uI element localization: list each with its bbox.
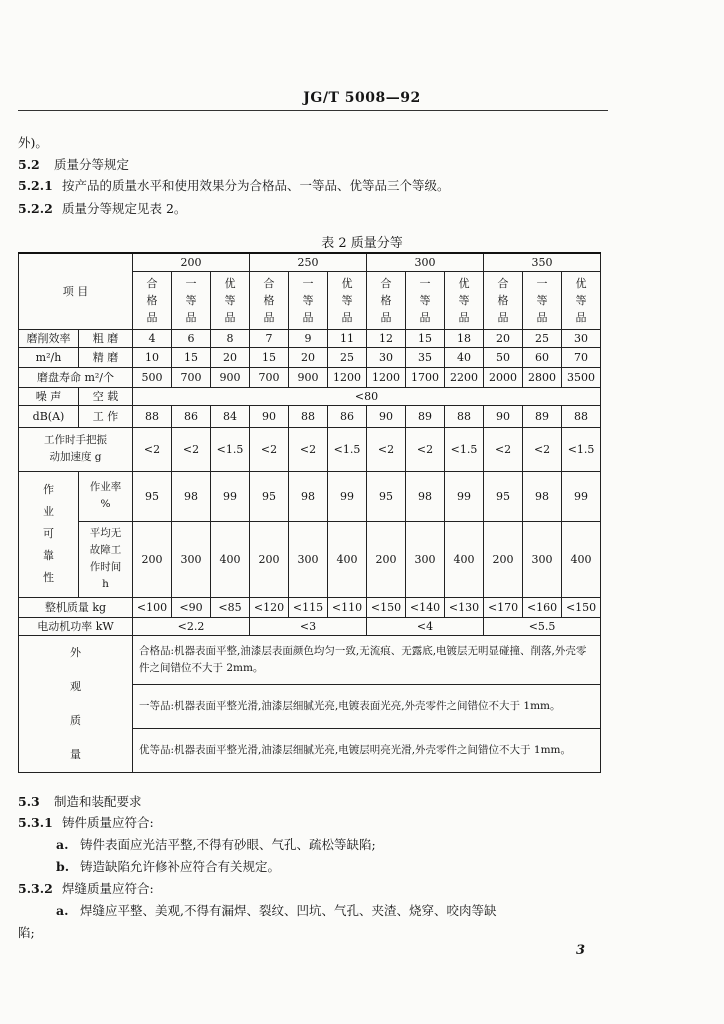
row-sublabel: 空 载 [79, 387, 133, 405]
table-row-fine-grinding [19, 347, 601, 367]
table-cell: <1.5 [211, 427, 250, 471]
row-label: m²/h [19, 347, 79, 367]
row-label: dB(A) [19, 405, 79, 427]
table-cell: 4 [133, 329, 172, 347]
section-title: 制造和装配要求 [54, 794, 142, 809]
table-cell: <115 [289, 597, 328, 617]
table-cell: 20 [211, 347, 250, 367]
table-row-mtbf [19, 521, 601, 597]
grade-header: 一 等 品 [406, 271, 445, 329]
table-cell: 25 [523, 329, 562, 347]
row-label: 磨盘寿命 m²/个 [19, 367, 133, 387]
row-sublabel: 作业率 % [79, 471, 133, 521]
table-cell: 200 [484, 521, 523, 597]
item-header: 项 目 [19, 253, 133, 329]
table-cell: 500 [133, 367, 172, 387]
table-cell: 2200 [445, 367, 484, 387]
row-sublabel: 平均无 故障工 作时间 h [79, 521, 133, 597]
table-cell: <1.5 [328, 427, 367, 471]
table-cell: 300 [523, 521, 562, 597]
row-label-appearance: 外 观 质 量 [19, 635, 133, 772]
section-text: 质量分等规定见表 2。 [62, 201, 187, 216]
item-5-3-1-b [56, 857, 280, 875]
table-row-noise-idle [19, 387, 601, 405]
grade-header: 优 等 品 [328, 271, 367, 329]
continuation-text: 外)。 [18, 135, 48, 150]
table-cell: 86 [328, 405, 367, 427]
table-cell: <2 [406, 427, 445, 471]
item-5-3-1-a [56, 835, 376, 853]
table-cell: 99 [562, 471, 601, 521]
table-cell: 99 [328, 471, 367, 521]
row-label-reliability: 作 业 可 靠 性 [19, 471, 79, 597]
table-cell: <85 [211, 597, 250, 617]
table-cell: 6 [172, 329, 211, 347]
section-number: 5.2.2 [18, 201, 53, 216]
table-cell: 400 [445, 521, 484, 597]
table-cell: <2 [250, 427, 289, 471]
table-row-noise-work [19, 405, 601, 427]
grade-header: 合 格 品 [367, 271, 406, 329]
table-cell: 700 [250, 367, 289, 387]
table-cell: <1.5 [445, 427, 484, 471]
quality-grade-table [18, 252, 601, 773]
row-label: 噪 声 [19, 387, 79, 405]
table-cell: 300 [406, 521, 445, 597]
table-cell: <110 [328, 597, 367, 617]
row-sublabel: 粗 磨 [79, 329, 133, 347]
table-cell: 3500 [562, 367, 601, 387]
table-cell: 900 [211, 367, 250, 387]
table-cell: <2 [523, 427, 562, 471]
table-cell: 300 [172, 521, 211, 597]
table-cell: 30 [367, 347, 406, 367]
appearance-qualified-text: 合格品:机器表面平整,油漆层表面颜色均匀一致,无流痕、无露底,电镀层无明显碰撞、削落,外壳零件之间错位不大于 2mm。 [133, 635, 601, 685]
section-title: 质量分等规定 [54, 157, 130, 172]
table-cell: 98 [523, 471, 562, 521]
table-cell: 88 [133, 405, 172, 427]
table-cell: 15 [406, 329, 445, 347]
section-number: 5.3 [18, 794, 40, 809]
header-rule [18, 110, 608, 111]
table-cell: <2 [172, 427, 211, 471]
table-cell: <1.5 [562, 427, 601, 471]
table-cell: 84 [211, 405, 250, 427]
table-row-rough-grinding [19, 329, 601, 347]
table-cell: <140 [406, 597, 445, 617]
page-number: 3 [576, 943, 586, 958]
table-cell-merged: <4 [367, 617, 484, 635]
table-cell: 89 [406, 405, 445, 427]
appearance-first-grade-text: 一等品:机器表面平整光滑,油漆层细腻光亮,电镀表面光亮,外壳零件之间错位不大于 1mm。 [133, 685, 601, 729]
row-sublabel: 精 磨 [79, 347, 133, 367]
appearance-superior-text: 优等品:机器表面平整光滑,油漆层细腻光亮,电镀层明亮光滑,外壳零件之间错位不大于 1mm。 [133, 728, 601, 772]
table-cell: 35 [406, 347, 445, 367]
table-cell: 60 [523, 347, 562, 367]
row-label: 电动机功率 kW [19, 617, 133, 635]
item-text: 焊缝应平整、美观,不得有漏焊、裂纹、凹坑、气孔、夹渣、烧穿、咬肉等缺 [80, 903, 497, 918]
table-cell: 30 [562, 329, 601, 347]
group-header: 200 [133, 253, 250, 271]
table-cell: 1700 [406, 367, 445, 387]
table-cell: 99 [211, 471, 250, 521]
table-cell: 50 [484, 347, 523, 367]
table-cell: 1200 [367, 367, 406, 387]
table-cell: <150 [562, 597, 601, 617]
table-cell: 10 [133, 347, 172, 367]
table-cell: <170 [484, 597, 523, 617]
table-cell: 900 [289, 367, 328, 387]
grade-header: 合 格 品 [250, 271, 289, 329]
item-text: 铸造缺陷允许修补应符合有关规定。 [80, 859, 281, 874]
table-cell: 12 [367, 329, 406, 347]
row-label: 工作时手把振 动加速度 g [19, 427, 133, 471]
grade-header: 优 等 品 [562, 271, 601, 329]
table-cell: 15 [250, 347, 289, 367]
table-cell: 700 [172, 367, 211, 387]
table-cell: 88 [445, 405, 484, 427]
table-row-mass [19, 597, 601, 617]
section-5-3-1 [18, 813, 154, 831]
row-label: 磨削效率 [19, 329, 79, 347]
section-title: 焊缝质量应符合: [62, 881, 154, 896]
table-cell: <150 [367, 597, 406, 617]
table-cell: 2000 [484, 367, 523, 387]
table-cell: 90 [367, 405, 406, 427]
table-cell-merged: <80 [133, 387, 601, 405]
table-cell: 86 [172, 405, 211, 427]
row-sublabel: 工 作 [79, 405, 133, 427]
table-cell: 95 [367, 471, 406, 521]
table-cell: 8 [211, 329, 250, 347]
table-cell: 20 [289, 347, 328, 367]
group-header: 350 [484, 253, 601, 271]
table-cell: 300 [289, 521, 328, 597]
table-cell: 1200 [328, 367, 367, 387]
table-cell: 400 [328, 521, 367, 597]
table-row-appearance-qualified [19, 635, 601, 685]
grade-header: 一 等 品 [289, 271, 328, 329]
table-cell: 70 [562, 347, 601, 367]
table-row-operation-rate [19, 471, 601, 521]
section-text: 按产品的质量水平和使用效果分为合格品、一等品、优等品三个等级。 [62, 178, 450, 193]
item-5-3-2-a-continued: 陷; [18, 925, 35, 940]
table-cell: 89 [523, 405, 562, 427]
table-cell: 200 [133, 521, 172, 597]
item-letter: a. [56, 903, 69, 918]
table-caption: 表 2 质量分等 [321, 236, 403, 251]
section-5-3-2 [18, 879, 154, 897]
grade-header: 合 格 品 [133, 271, 172, 329]
section-5-2-2 [18, 199, 186, 217]
section-title: 铸件质量应符合: [62, 815, 154, 830]
table-cell: 88 [562, 405, 601, 427]
table-cell: 95 [484, 471, 523, 521]
table-cell: 200 [250, 521, 289, 597]
table-cell-merged: <2.2 [133, 617, 250, 635]
table-cell: 7 [250, 329, 289, 347]
table-cell: 95 [250, 471, 289, 521]
table-cell: <2 [133, 427, 172, 471]
table-cell: <100 [133, 597, 172, 617]
group-header: 300 [367, 253, 484, 271]
table-cell: <2 [367, 427, 406, 471]
table-cell: <120 [250, 597, 289, 617]
table-cell-merged: <3 [250, 617, 367, 635]
section-5-2 [18, 155, 129, 173]
grade-header: 优 等 品 [211, 271, 250, 329]
table-cell: 20 [484, 329, 523, 347]
grade-header: 一 等 品 [172, 271, 211, 329]
table-cell: 98 [289, 471, 328, 521]
table-cell: 90 [484, 405, 523, 427]
table-cell: <160 [523, 597, 562, 617]
table-row-motor-power [19, 617, 601, 635]
table-cell: 95 [133, 471, 172, 521]
section-number: 5.3.1 [18, 815, 53, 830]
section-number: 5.2 [18, 157, 40, 172]
table-cell: 15 [172, 347, 211, 367]
table-cell: 11 [328, 329, 367, 347]
table-cell: 98 [406, 471, 445, 521]
table-cell: 99 [445, 471, 484, 521]
item-letter: a. [56, 837, 69, 852]
table-cell: 98 [172, 471, 211, 521]
table-cell: <2 [484, 427, 523, 471]
table-cell: 200 [367, 521, 406, 597]
table-cell: 18 [445, 329, 484, 347]
standard-code-header: JG/T 5008—92 [303, 90, 421, 106]
table-cell: 9 [289, 329, 328, 347]
section-number: 5.2.1 [18, 178, 53, 193]
grade-header: 优 等 品 [445, 271, 484, 329]
section-5-3 [18, 792, 142, 810]
table-cell: <90 [172, 597, 211, 617]
table-row-vibration [19, 427, 601, 471]
table-cell: <130 [445, 597, 484, 617]
table-row-disc-life [19, 367, 601, 387]
section-5-2-1 [18, 176, 450, 194]
table-cell: 25 [328, 347, 367, 367]
table-header-row [19, 253, 601, 271]
item-5-3-2-a [56, 901, 496, 919]
table-cell: 40 [445, 347, 484, 367]
table-cell: 90 [250, 405, 289, 427]
table-cell: 400 [562, 521, 601, 597]
table-cell: 88 [289, 405, 328, 427]
table-cell-merged: <5.5 [484, 617, 601, 635]
table-cell: 2800 [523, 367, 562, 387]
grade-header: 合 格 品 [484, 271, 523, 329]
table-cell: 400 [211, 521, 250, 597]
grade-header: 一 等 品 [523, 271, 562, 329]
group-header: 250 [250, 253, 367, 271]
item-text: 铸件表面应光洁平整,不得有砂眼、气孔、疏松等缺陷; [80, 837, 376, 852]
item-letter: b. [56, 859, 70, 874]
section-number: 5.3.2 [18, 881, 53, 896]
table-cell: <2 [289, 427, 328, 471]
row-label: 整机质量 kg [19, 597, 133, 617]
